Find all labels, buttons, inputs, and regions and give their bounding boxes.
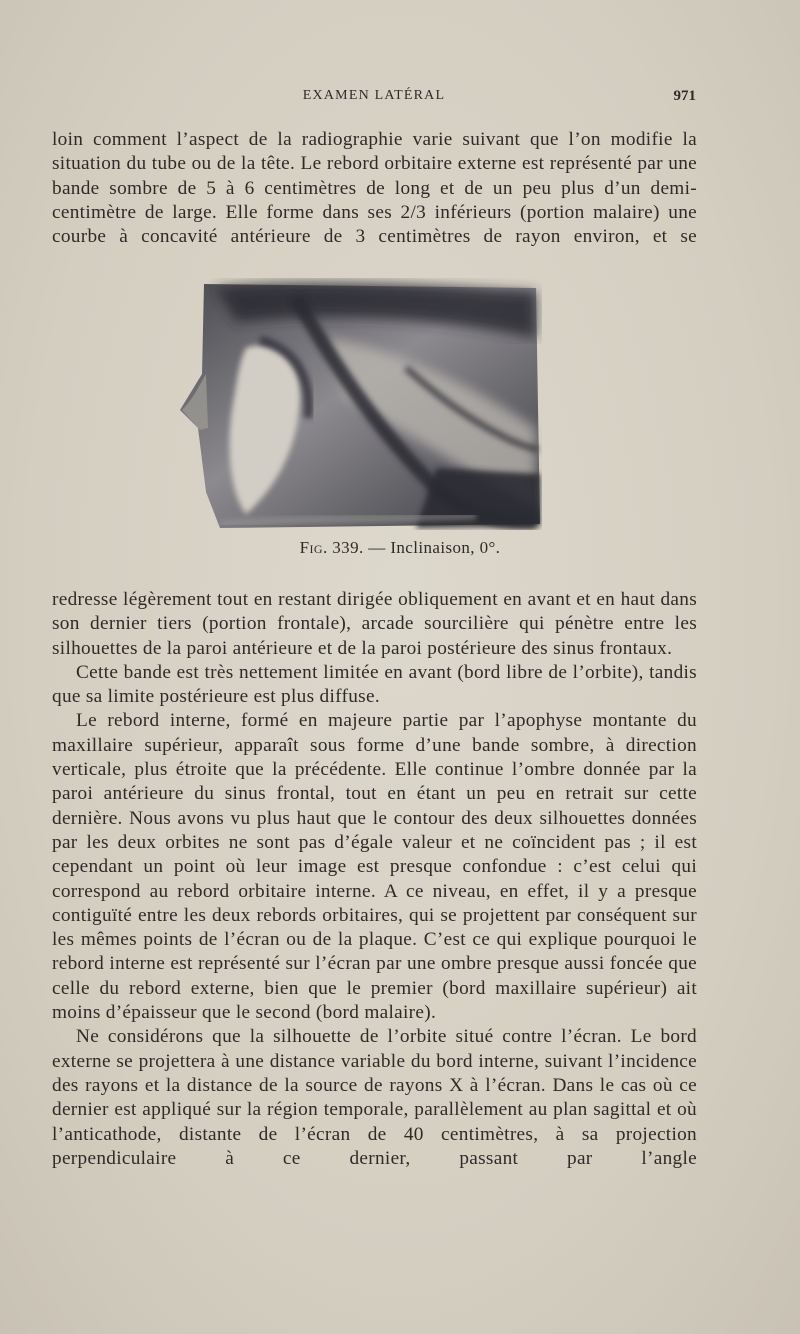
running-head	[52, 88, 696, 112]
paragraph: Le rebord interne, formé en majeure partie par l’apophyse montante du maxillaire supérieur, apparaît sous forme d’une bande sombre, à direction verticale, plus étroite que la précédente. Elle continue l’ombre donnée par la paroi antérieure du sinus frontal, tout en étant un peu en retrait sur cette dernière. Nous avons vu plus haut que le contour des deux silhouettes données par les deux orbites ne sont pas d’égale valeur et ne coïncident pas ; il est cependant un point où leur image est presque confondue : c’est celui qui correspond au rebord orbitaire interne. A ce niveau, en effet, il y a presque contiguïté entre les deux rebords orbitaires, qui se projettent par conséquent sur les mêmes points de l’écran ou de la plaque. C’est ce qui explique pourquoi le rebord interne est représenté sur l’écran par une ombre presque aussi foncée que celle du rebord externe, bien que le premier (bord maxillaire supérieur) ait moins d’épaisseur que le second (bord malaire).	[52, 710, 697, 1024]
paragraph: Cette bande est très nettement limitée en avant (bord libre de l’orbite), tandis que sa limite postérieure est plus diffuse.	[52, 661, 697, 708]
radiograph-image	[176, 278, 542, 530]
text-block-bottom	[52, 588, 697, 1171]
running-title: EXAMEN LATÉRAL	[302, 88, 446, 103]
paragraph: loin comment l’aspect de la radiographie varie suivant que l’on modifie la situation du tube ou de la tête. Le rebord orbitaire externe est représenté par une bande sombre de 5 à 6 centimètres de long et de un peu plus d’un demi-centimètre de large. Elle forme dans ses 2/3 inférieurs (portion malaire) une courbe à concavité antérieure de 3 centimètres de rayon environ, et se	[52, 129, 697, 248]
paragraph: Ne considérons que la silhouette de l’orbite situé contre l’écran. Le bord externe se projettera à une distance variable du bord interne, suivant l’incidence des rayons et la distance de la source de rayons X à l’écran. Dans le cas où ce dernier est appliqué sur la région temporale, parallèlement au plan sagittal et où l’anticathode, distante de l’écran de 40 centimètres, à sa projection perpendiculaire à ce dernier, passant par l’angle	[52, 1026, 697, 1169]
figure-caption	[0, 538, 800, 558]
radiograph-figure	[176, 278, 542, 530]
figure-label: Fig. 339.	[299, 538, 364, 557]
text-block-top	[52, 128, 697, 249]
page-number: 971	[673, 88, 696, 104]
paragraph: redresse légèrement tout en restant dirigée obliquement en avant et en haut dans son dernier tiers (portion frontale), arcade sourcilière qui pénètre entre les silhouettes de la paroi antérieure et de la paroi postérieure des sinus frontaux.	[52, 589, 697, 659]
figure-caption-text: — Inclinaison, 0°.	[368, 538, 501, 557]
